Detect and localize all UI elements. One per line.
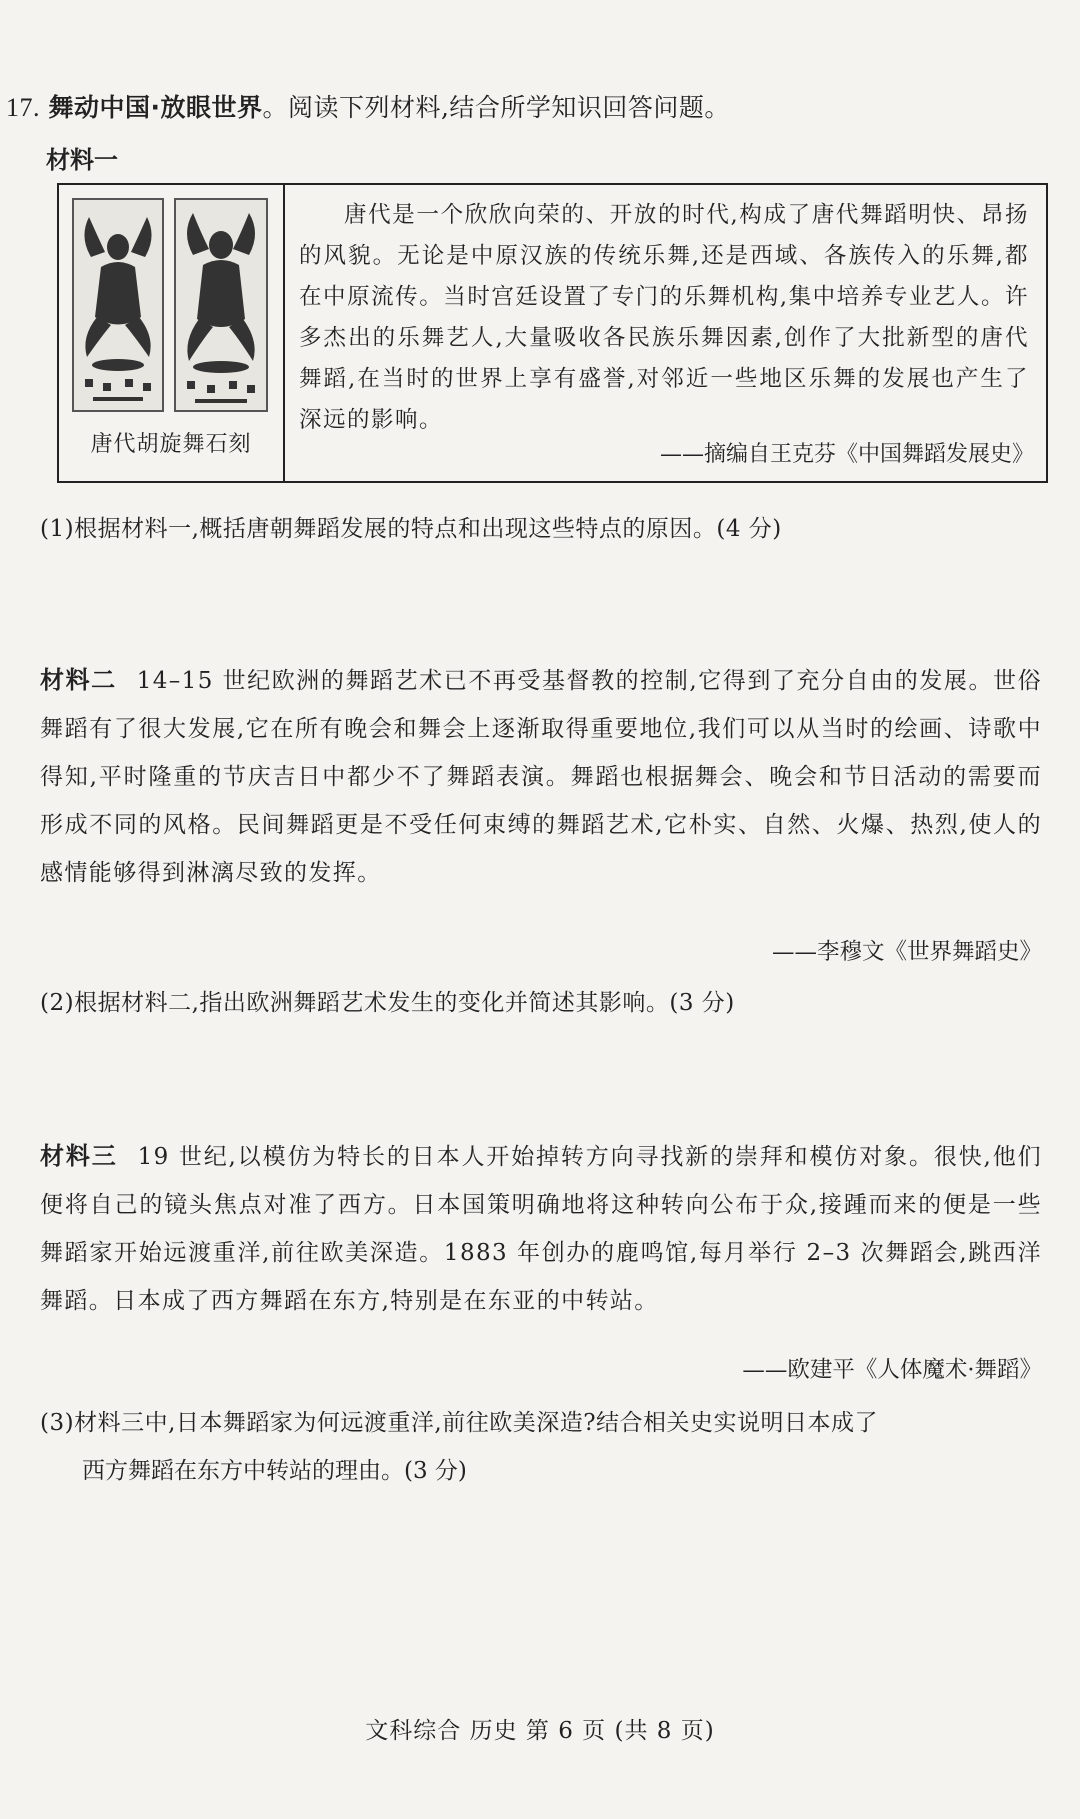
sub-question-3-line2: 西方舞蹈在东方中转站的理由。(3 分) — [82, 1458, 467, 1484]
material2-text: 14–15 世纪欧洲的舞蹈艺术已不再受基督教的控制,它得到了充分自由的发展。世俗舞蹈有了很大发展,它在所有晚会和舞会上逐渐取得重要地位,我们可以从当时的绘画、诗歌中得知,平时隆重的节庆吉日中都少不了舞蹈表演。舞蹈也根据舞会、晚会和节日活动的需要而形成不同的风格。民间舞蹈更是不受任何束缚的舞蹈艺术,它朴实、自然、火爆、热烈,使人的感情能够得到淋漓尽致的发挥。 — [40, 668, 1043, 886]
sub-question-1: (1)根据材料一,概括唐朝舞蹈发展的特点和出现这些特点的原因。(4 分) — [40, 516, 782, 542]
material3-source: ——欧建平《人体魔术·舞蹈》 — [742, 1357, 1042, 1383]
material1-text: 唐代是一个欣欣向荣的、开放的时代,构成了唐代舞蹈明快、昂扬的风貌。无论是中原汉族的传统乐舞,还是西域、各族传入的乐舞,都在中原流传。当时宫廷设置了专门的乐舞机构,集中培养专业艺人。许多杰出的乐舞艺人,大量吸收各民族乐舞因素,创作了大批新型的唐代舞蹈,在当时的世界上享有盛誉,对邻近一些地区乐舞的发展也产生了深远的影响。 — [299, 202, 1029, 433]
stone-carving-image — [59, 185, 285, 481]
material1-source: ——摘编自王克芬《中国舞蹈发展史》 — [659, 442, 1034, 467]
image-caption: 唐代胡旋舞石刻 — [90, 432, 252, 457]
sub-question-2: (2)根据材料二,指出欧洲舞蹈艺术发生的变化并简述其影响。(3 分) — [40, 990, 735, 1016]
question-instruction: 。阅读下列材料,结合所学知识回答问题。 — [262, 93, 730, 122]
material2-label: 材料二 — [40, 666, 117, 694]
question-title — [6, 88, 730, 124]
material2-block — [40, 656, 1042, 897]
material2-source: ——李穆文《世界舞蹈史》 — [771, 939, 1042, 965]
sub-question-3-line1: (3)材料三中,日本舞蹈家为何远渡重洋,前往欧美深造?结合相关史实说明日本成了 — [40, 1410, 879, 1436]
question-number: 17. — [6, 93, 40, 122]
material3-label: 材料三 — [40, 1142, 118, 1170]
material1-label: 材料一 — [46, 146, 118, 174]
material1-table — [57, 183, 1048, 483]
material1-text-cell — [299, 195, 1029, 441]
question-theme: 舞动中国·放眼世界 — [48, 93, 263, 122]
material3-text: 19 世纪,以模仿为特长的日本人开始掉转方向寻找新的崇拜和模仿对象。很快,他们便将自己的镜头焦点对准了西方。日本国策明确地将这种转向公布于众,接踵而来的便是一些舞蹈家开始远渡重洋,前往欧美深造。1883 年创办的鹿鸣馆,每月举行 2–3 次舞蹈会,跳西洋舞蹈。日本成了西方舞蹈在东方,特别是在东亚的中转站。 — [40, 1144, 1042, 1314]
hu-xuan-dance-carving-illustration — [71, 197, 271, 415]
page-footer: 文科综合 历史 第 6 页 (共 8 页) — [365, 1718, 715, 1744]
material3-block — [40, 1132, 1042, 1325]
